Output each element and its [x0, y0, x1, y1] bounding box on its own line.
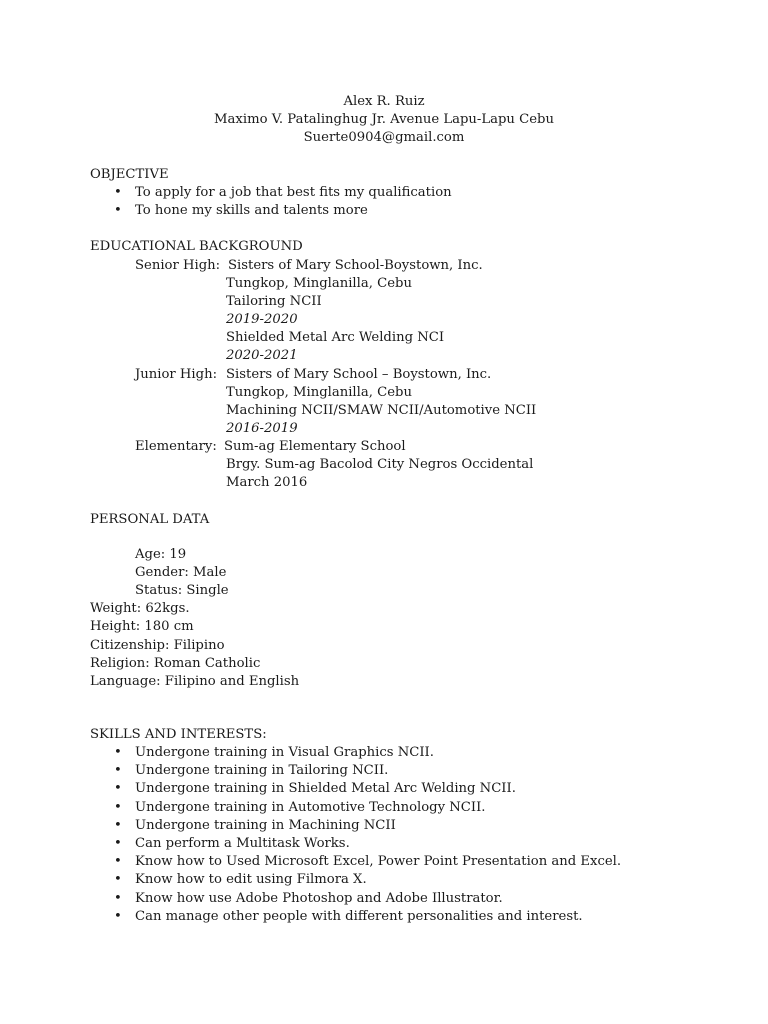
- skills-list: [90, 744, 621, 926]
- bullet-icon: •: [114, 745, 122, 760]
- junior-high-course: Machining NCII/SMAW NCII/Automotive NCII: [226, 403, 537, 418]
- bullet-icon: •: [114, 817, 122, 833]
- objective-item: To apply for a job that best fits my qualification: [135, 185, 452, 200]
- skill-item: Undergone training in Shielded Metal Arc Welding NCII.: [135, 781, 516, 797]
- junior-high-location: Tungkop, Minglanilla, Cebu: [226, 385, 412, 400]
- bullet-icon: •: [114, 854, 122, 870]
- skill-item: Undergone training in Tailoring NCII.: [135, 763, 389, 779]
- skill-item: Know how to Used Microsoft Excel, Power Point Presentation and Excel.: [135, 854, 622, 870]
- applicant-name: Alex R. Ruiz: [343, 94, 425, 109]
- senior-high-year-1: 2019-2020: [226, 312, 298, 327]
- height-field: Height: 180 cm: [90, 619, 194, 634]
- list-item: [90, 817, 621, 835]
- objective-list: [90, 184, 452, 220]
- gender-field: Gender: Male: [135, 565, 227, 580]
- list-item: [90, 202, 452, 220]
- age-field: Age: 19: [135, 547, 187, 562]
- bullet-icon: •: [114, 890, 122, 906]
- objective-item: To hone my skills and talents more: [135, 203, 368, 219]
- senior-high-location: Tungkop, Minglanilla, Cebu: [226, 276, 412, 291]
- elementary-location: Brgy. Sum-ag Bacolod City Negros Occidental: [226, 457, 534, 472]
- list-item: [90, 890, 621, 908]
- senior-high-school: Sisters of Mary School-Boystown, Inc.: [228, 258, 483, 273]
- education-heading: EDUCATIONAL BACKGROUND: [90, 239, 303, 254]
- applicant-email: Suerte0904@gmail.com: [303, 130, 465, 146]
- list-item: [90, 762, 621, 780]
- skill-item: Can perform a Multitask Works.: [135, 835, 350, 851]
- skill-item: Undergone training in Machining NCII: [135, 817, 396, 833]
- list-item: [90, 853, 621, 871]
- status-field: Status: Single: [135, 583, 229, 598]
- elementary-school: Sum-ag Elementary School: [224, 439, 406, 454]
- senior-high-label: Senior High:: [135, 258, 221, 273]
- skills-heading: SKILLS AND INTERESTS:: [90, 727, 267, 742]
- senior-high-course-1: Tailoring NCII: [226, 294, 322, 309]
- bullet-icon: •: [114, 799, 122, 815]
- elementary-label: Elementary:: [135, 439, 217, 454]
- resume-header: [0, 93, 768, 148]
- list-item: [90, 871, 621, 889]
- skill-item: Can manage other people with different personalities and interest.: [135, 908, 583, 924]
- skill-item: Undergone training in Automotive Technology NCII.: [135, 799, 486, 815]
- senior-high-course-2: Shielded Metal Arc Welding NCI: [226, 330, 445, 345]
- bullet-icon: •: [114, 781, 122, 797]
- elementary-year: March 2016: [226, 475, 308, 490]
- citizenship-field: Citizenship: Filipino: [90, 638, 225, 653]
- junior-high-label: Junior High:: [135, 367, 218, 382]
- list-item: [90, 799, 621, 817]
- bullet-icon: •: [114, 763, 122, 779]
- bullet-icon: •: [114, 872, 122, 888]
- language-field: Language: Filipino and English: [90, 674, 300, 689]
- bullet-icon: •: [114, 908, 122, 924]
- skill-item: Know how to edit using Filmora X.: [135, 872, 367, 888]
- senior-high-year-2: 2020-2021: [226, 348, 298, 363]
- list-item: [90, 908, 621, 926]
- list-item: [90, 780, 621, 798]
- objective-heading: OBJECTIVE: [90, 167, 169, 182]
- bullet-icon: •: [114, 203, 122, 219]
- junior-high-school: Sisters of Mary School – Boystown, Inc.: [226, 367, 492, 382]
- bullet-icon: •: [114, 185, 122, 200]
- list-item: [90, 184, 452, 202]
- list-item: [90, 744, 621, 762]
- skill-item: Know how use Adobe Photoshop and Adobe Illustrator.: [135, 890, 503, 906]
- applicant-address: Maximo V. Patalinghug Jr. Avenue Lapu-Lapu Cebu: [214, 112, 554, 128]
- religion-field: Religion: Roman Catholic: [90, 656, 261, 671]
- bullet-icon: •: [114, 835, 122, 851]
- list-item: [90, 835, 621, 853]
- junior-high-year: 2016-2019: [226, 421, 298, 436]
- skill-item: Undergone training in Visual Graphics NCII.: [135, 745, 434, 760]
- personal-data-heading: PERSONAL DATA: [90, 512, 210, 527]
- weight-field: Weight: 62kgs.: [90, 601, 190, 616]
